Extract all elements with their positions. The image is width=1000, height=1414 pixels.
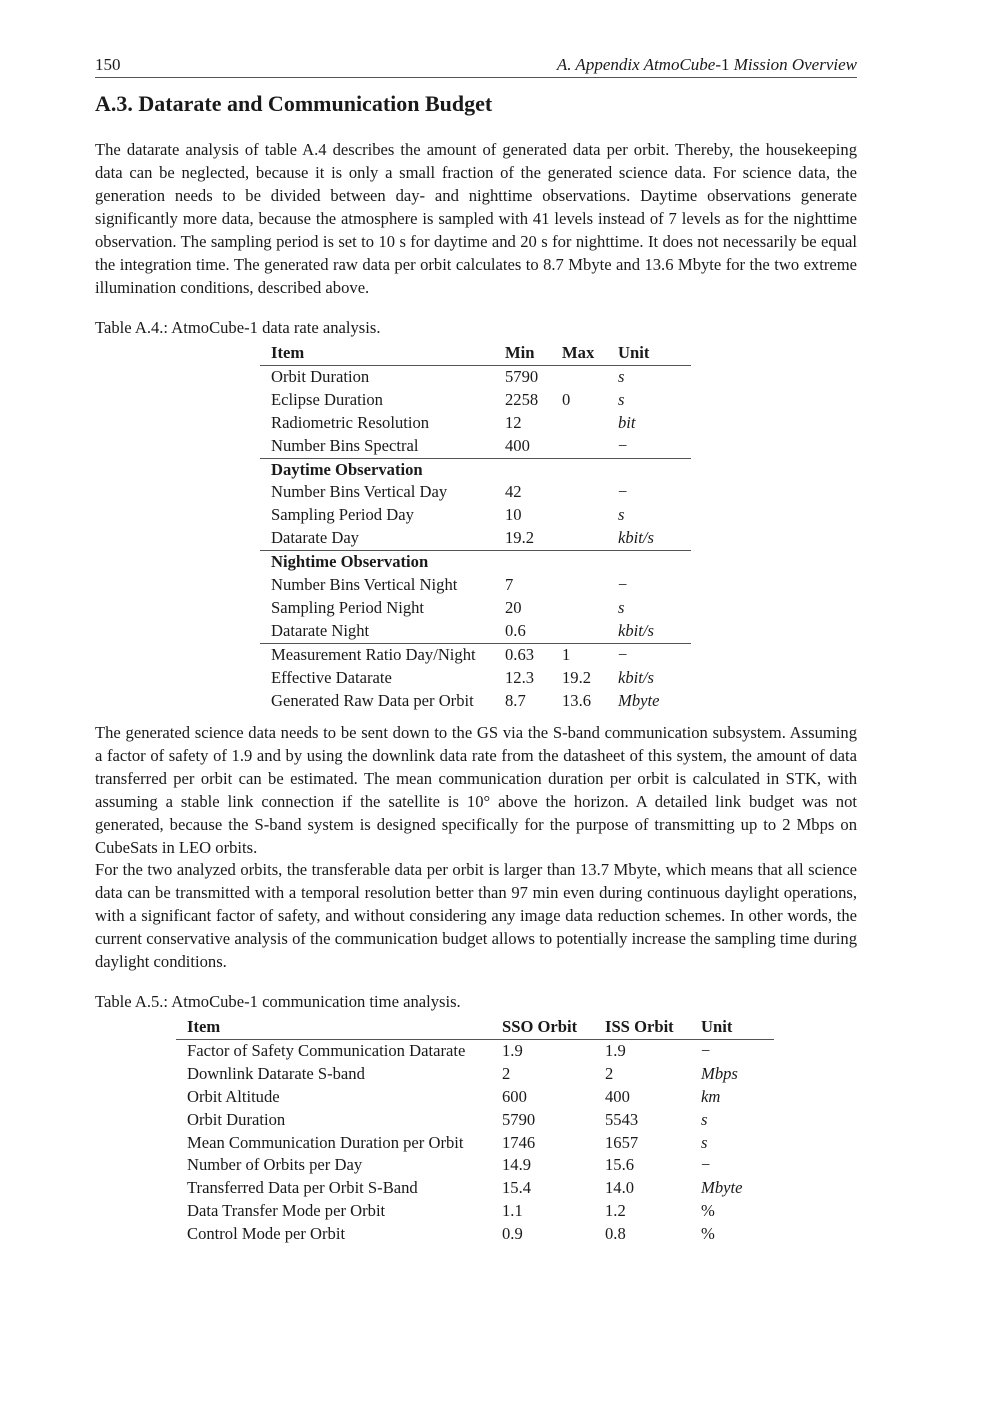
communication-time-table	[176, 1016, 774, 1246]
table-row	[260, 690, 691, 713]
header-max: Max	[562, 342, 618, 365]
cell-item: Radiometric Resolution	[271, 412, 430, 432]
cell-min: 12.3	[505, 667, 535, 687]
group-label: Nightime Observation	[271, 552, 429, 572]
table-a4-caption: Table A.4.: AtmoCube-1 data rate analysis.	[95, 318, 381, 337]
cell-unit: s	[618, 366, 625, 386]
cell-min: 8.7	[505, 690, 526, 710]
table-row	[260, 527, 691, 550]
header-sso-orbit: SSO Orbit	[502, 1016, 605, 1039]
cell-max	[562, 620, 618, 643]
cell-unit: %	[701, 1224, 715, 1244]
table-row	[260, 481, 691, 504]
cell-min: 0.6	[505, 620, 562, 643]
cell-unit: bit	[618, 412, 636, 432]
table-row	[260, 504, 691, 527]
header-item: Item	[260, 342, 505, 365]
cell-item: Orbit Altitude	[187, 1086, 280, 1106]
cell-item: Orbit Duration	[187, 1109, 286, 1129]
cell-unit: kbit/s	[618, 620, 691, 643]
cell-unit: s	[618, 389, 625, 409]
table-row	[260, 667, 691, 690]
cell-max	[562, 527, 618, 550]
cell-unit: Mbyte	[701, 1178, 743, 1198]
table-row	[176, 1154, 774, 1177]
data-rate-table	[260, 342, 691, 713]
cell-min: 19.2	[505, 527, 562, 550]
cell-unit: s	[618, 505, 625, 525]
table-row	[176, 1039, 774, 1062]
cell-sso: 1.9	[502, 1040, 523, 1060]
page-number: 150	[95, 55, 121, 74]
table-row	[260, 412, 691, 435]
cell-sso: 1.1	[502, 1201, 523, 1221]
cell-max	[562, 435, 618, 458]
cell-min: 2258	[505, 389, 539, 409]
paragraph-communication: The generated science data needs to be sent down to the GS via the S-band communication subsystem. Assuming a factor of safety of 1.9 and by using the downlink data rate from the datasheet of this system, the amount of data transferred per orbit can be estimated. The mean communication duration per orbit is calculated in STK, with assuming a stable link connection if the satellite is 10° above the horizon. A detailed link budget was not generated, because the S-band system is designed specifically for the purpose of transmitting up to 2 Mbps on CubeSats in LEO orbits.	[95, 723, 857, 857]
cell-max	[562, 504, 618, 527]
cell-min: 7	[505, 575, 514, 595]
running-title-prefix: A. Appendix AtmoCube-	[556, 55, 722, 74]
table-row	[260, 643, 691, 666]
cell-item: Sampling Period Day	[271, 505, 414, 525]
cell-sso: 2	[502, 1063, 511, 1083]
cell-unit: −	[618, 482, 628, 502]
cell-min: 12	[505, 412, 522, 432]
cell-unit: Mbyte	[618, 690, 660, 710]
running-title-num: 1	[721, 55, 730, 74]
table-row	[260, 620, 691, 643]
cell-item: Number Bins Vertical Day	[271, 482, 448, 502]
cell-unit: −	[618, 575, 628, 595]
cell-unit: −	[701, 1040, 711, 1060]
cell-max	[562, 412, 618, 435]
cell-sso: 15.4	[502, 1178, 532, 1198]
cell-unit: s	[701, 1109, 708, 1129]
cell-min: 0.63	[505, 644, 535, 664]
cell-item: Eclipse Duration	[271, 389, 383, 409]
cell-unit: −	[618, 435, 691, 458]
cell-iss: 5543	[605, 1109, 639, 1129]
table-row	[260, 435, 691, 458]
table-row	[176, 1109, 774, 1132]
cell-item: Datarate Night	[260, 620, 505, 643]
cell-max	[562, 574, 618, 597]
cell-max: 19.2	[562, 667, 592, 687]
cell-max: 13.6	[562, 690, 592, 710]
header-min: Min	[505, 342, 562, 365]
cell-item: Datarate Day	[260, 527, 505, 550]
table-a5-caption: Table A.5.: AtmoCube-1 communication time analysis.	[95, 992, 461, 1011]
cell-item: Generated Raw Data per Orbit	[271, 690, 474, 710]
cell-item: Number Bins Vertical Night	[271, 575, 458, 595]
paragraph-datarate-analysis: The datarate analysis of table A.4 describes the amount of generated data per orbit. Thereby, the housekeeping data can be neglected, because it is only a small fraction of the generated science data. For science data, the generation needs to be divided between day- and nighttime observations. Daytime observations generate significantly more data, because the atmosphere is sampled with 41 levels instead of 7 levels as for the nighttime observation. The sampling period is set to 10 s for daytime and 20 s for nighttime. It does not necessarily be equal the integration time. The generated raw data per orbit calculates to 8.7 Mbyte and 13.6 Mbyte for the two extreme illumination conditions, described above.	[95, 140, 857, 297]
cell-unit: kbit/s	[618, 527, 691, 550]
cell-min: 5790	[505, 366, 539, 386]
cell-sso: 600	[502, 1086, 527, 1106]
cell-max	[562, 597, 618, 620]
table-row	[176, 1132, 774, 1155]
cell-min: 400	[505, 435, 562, 458]
table-row	[176, 1200, 774, 1223]
table-row	[176, 1177, 774, 1200]
cell-unit: km	[701, 1086, 721, 1106]
header-unit: Unit	[618, 342, 691, 365]
cell-iss: 1.2	[605, 1201, 626, 1221]
table-header-row	[176, 1016, 774, 1039]
cell-sso: 0.9	[502, 1224, 523, 1244]
cell-sso: 1746	[502, 1132, 536, 1152]
running-title-suffix: Mission Overview	[729, 55, 857, 74]
cell-unit: −	[618, 644, 628, 664]
table-row	[260, 389, 691, 412]
header-unit: Unit	[701, 1016, 774, 1039]
cell-iss: 1657	[605, 1132, 639, 1152]
cell-unit: s	[701, 1132, 708, 1152]
table-row	[176, 1223, 774, 1246]
cell-min: 10	[505, 505, 522, 525]
table-group-row	[260, 551, 691, 574]
cell-max	[562, 365, 618, 388]
cell-min: 20	[505, 597, 522, 617]
cell-sso: 5790	[502, 1109, 536, 1129]
table-row	[260, 597, 691, 620]
cell-item: Transferred Data per Orbit S-Band	[187, 1178, 418, 1198]
cell-item: Number Bins Spectral	[260, 435, 505, 458]
cell-unit: Mbps	[701, 1063, 738, 1083]
cell-item: Mean Communication Duration per Orbit	[187, 1132, 464, 1152]
cell-item: Sampling Period Night	[271, 597, 425, 617]
cell-iss: 1.9	[605, 1040, 626, 1060]
cell-iss: 15.6	[605, 1155, 635, 1175]
table-header-row	[260, 342, 691, 365]
cell-iss: 14.0	[605, 1178, 635, 1198]
cell-unit: s	[618, 597, 625, 617]
cell-item: Measurement Ratio Day/Night	[271, 644, 476, 664]
cell-unit: %	[701, 1201, 715, 1221]
table-row	[260, 574, 691, 597]
cell-iss: 0.8	[605, 1224, 626, 1244]
table-row	[260, 365, 691, 388]
cell-item: Data Transfer Mode per Orbit	[187, 1201, 386, 1221]
cell-item: Orbit Duration	[271, 366, 370, 386]
cell-max	[562, 481, 618, 504]
paragraph-transfer: For the two analyzed orbits, the transferable data per orbit is larger than 13.7 Mbyte, which means that all science data can be transmitted with a temporal resolution better than 97 min even during continuous daylight operations, with a significant factor of safety, and without considering any image data reduction schemes. In other words, the current conservative analysis of the communication budget allows to potentially increase the sampling time during daylight conditions.	[95, 860, 857, 971]
cell-item: Number of Orbits per Day	[187, 1155, 363, 1175]
group-label: Daytime Observation	[271, 459, 423, 479]
table-row	[176, 1086, 774, 1109]
cell-iss: 2	[605, 1063, 614, 1083]
cell-item: Effective Datarate	[271, 667, 392, 687]
data-rate-table-body	[260, 342, 691, 713]
cell-item: Downlink Datarate S-band	[187, 1063, 365, 1083]
table-row	[176, 1063, 774, 1086]
table-group-row	[260, 458, 691, 481]
cell-item: Factor of Safety Communication Datarate	[187, 1040, 466, 1060]
communication-time-table-body	[176, 1016, 774, 1246]
header-iss-orbit: ISS Orbit	[605, 1016, 701, 1039]
cell-max: 0	[562, 389, 571, 409]
running-title	[557, 55, 857, 75]
cell-unit: −	[701, 1155, 711, 1175]
cell-item: Control Mode per Orbit	[187, 1224, 346, 1244]
cell-unit: kbit/s	[618, 667, 654, 687]
cell-min: 42	[505, 482, 522, 502]
running-header	[95, 55, 857, 78]
cell-sso: 14.9	[502, 1155, 532, 1175]
section-title: A.3. Datarate and Communication Budget	[95, 91, 493, 116]
cell-iss: 400	[605, 1086, 630, 1106]
cell-max: 1	[562, 644, 571, 664]
header-item: Item	[176, 1016, 502, 1039]
